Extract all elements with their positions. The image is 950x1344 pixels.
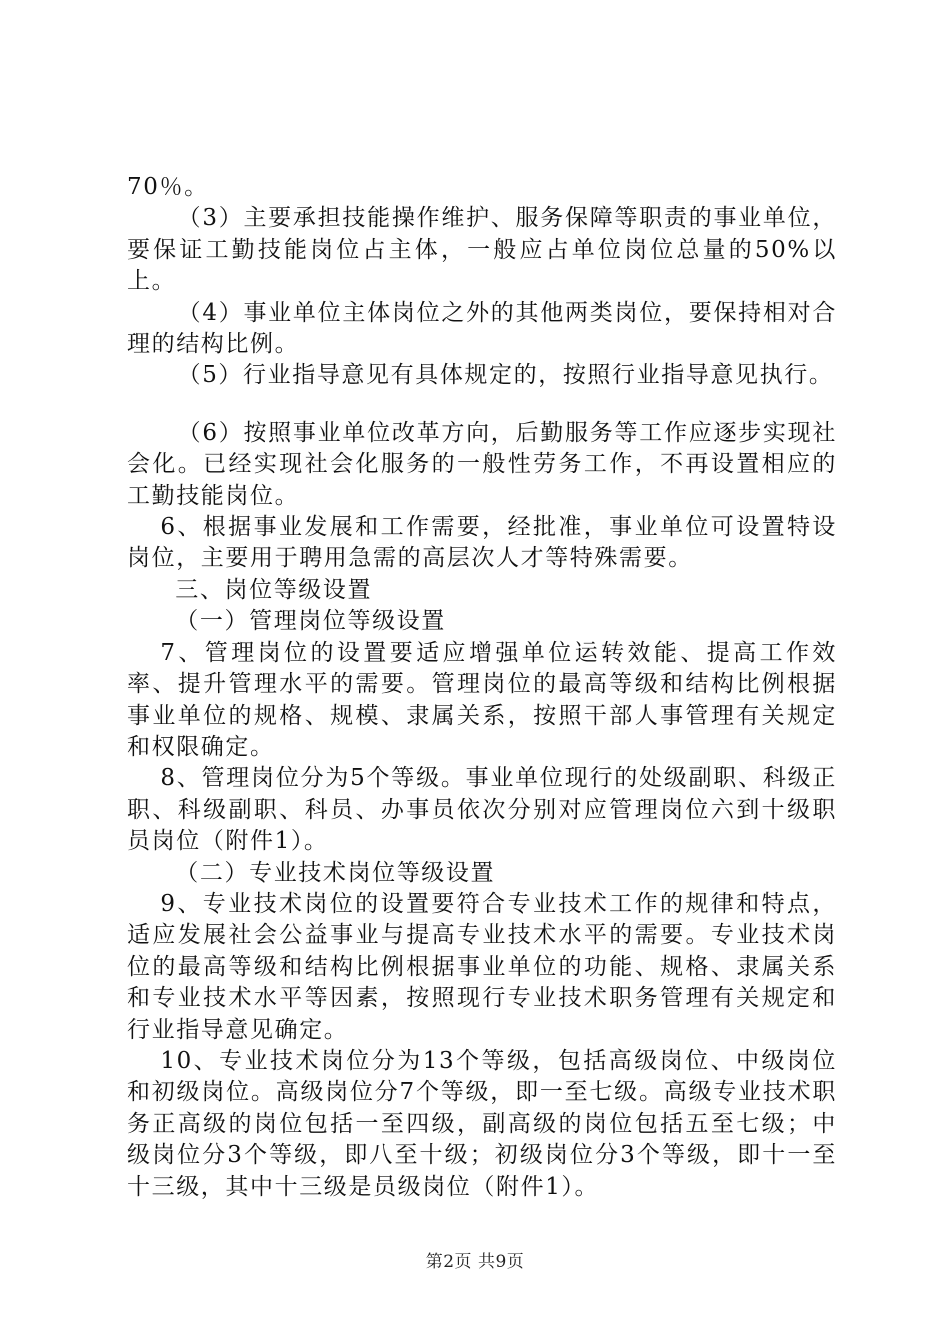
paragraph-clause-8: 8、管理岗位分为5个等级。事业单位现行的处级副职、科级正职、科级副职、科员、办事员依次分别对应管理岗位六到十级职员岗位（附件1）。 [127, 765, 837, 855]
paragraph-clause-9: 9、专业技术岗位的设置要符合专业技术工作的规律和特点，适应发展社会公益事业与提高专业技术水平的需要。专业技术岗位的最高等级和结构比例根据事业单位的功能、规格、隶属关系和专业技术水平等因素，按照现行专业技术职务管理有关规定和行业指导意见确定。 [127, 890, 837, 1043]
page-footer: 第2页 共9页 [425, 1252, 525, 1272]
paragraph-clause-7: 7、管理岗位的设置要适应增强单位运转效能、提高工作效率、提升管理水平的需要。管理岗位的最高等级和结构比例根据事业单位的规格、规模、隶属关系，按照干部人事管理有关规定和权限确定。 [127, 639, 837, 760]
paragraph-item-5: （5）行业指导意见有具体规定的，按照行业指导意见执行。 [177, 362, 834, 389]
subsection-heading-2: （二）专业技术岗位等级设置 [175, 859, 496, 886]
paragraph-clause-6: 6、根据事业发展和工作需要，经批准，事业单位可设置特设岗位，主要用于聘用急需的高层次人才等特殊需要。 [127, 514, 837, 572]
paragraph-item-3: （3）主要承担技能操作维护、服务保障等职责的事业单位，要保证工勤技能岗位占主体，一般应占单位岗位总量的50%以上。 [127, 205, 837, 295]
paragraph-continuation: 70％。 [127, 174, 209, 200]
paragraph-item-6: （6）按照事业单位改革方向，后勤服务等工作应逐步实现社会化。已经实现社会化服务的一般性劳务工作，不再设置相应的工勤技能岗位。 [127, 419, 837, 509]
paragraph-item-4: （4）事业单位主体岗位之外的其他两类岗位，要保持相对合理的结构比例。 [127, 299, 837, 358]
paragraph-clause-10: 10、专业技术岗位分为13个等级，包括高级岗位、中级岗位和初级岗位。高级岗位分7个等级，即一至七级。高级专业技术职务正高级的岗位包括一至四级，副高级的岗位包括五至七级；中级岗位分3个等级，即八至十级；初级岗位分3个等级，即十一至十三级，其中十三级是员级岗位（附件1）。 [127, 1047, 837, 1200]
subsection-heading-1: （一）管理岗位等级设置 [175, 608, 446, 635]
section-heading-3: 三、岗位等级设置 [175, 576, 373, 603]
document-body [127, 172, 837, 1203]
